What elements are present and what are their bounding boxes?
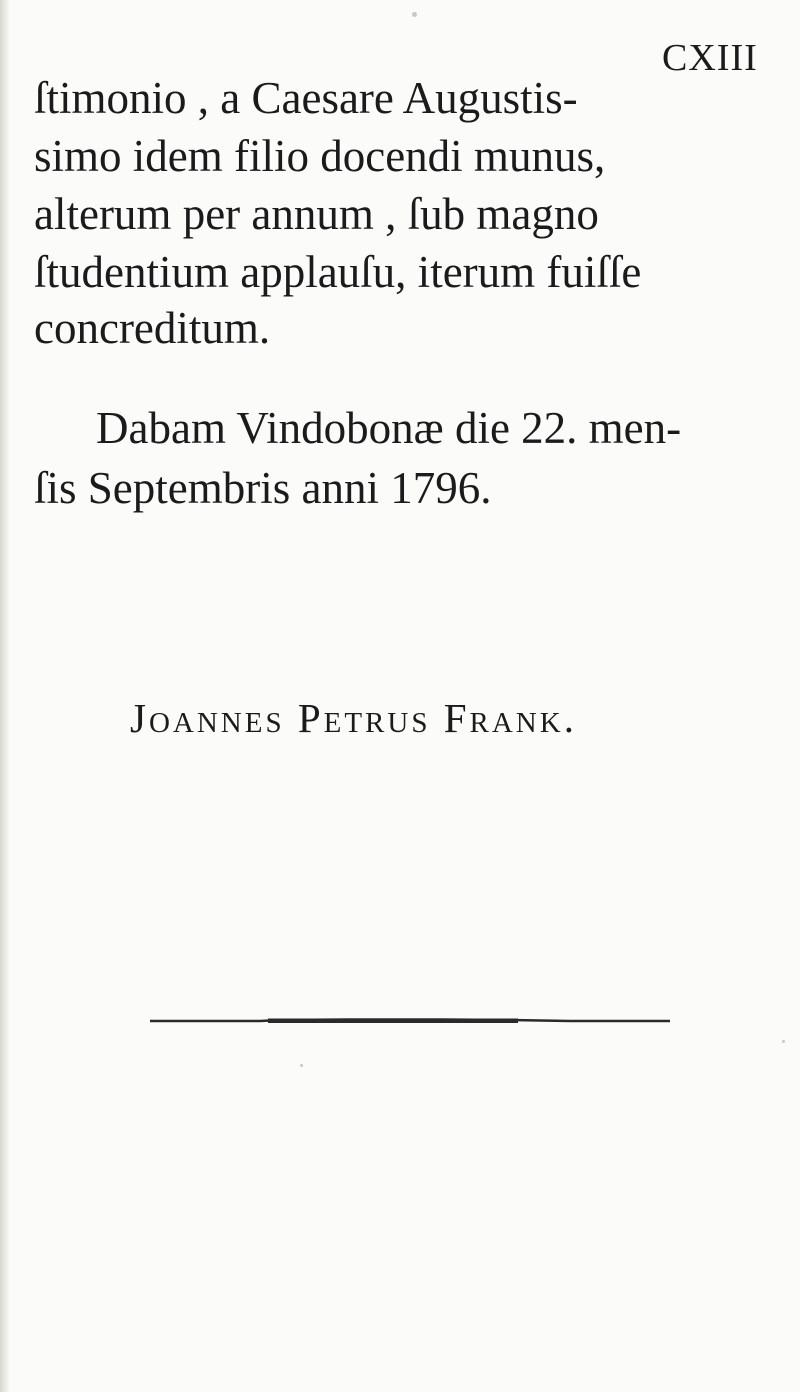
body-line-5: concreditum. — [34, 303, 271, 353]
paper-speck — [412, 12, 417, 17]
page-binding-edge — [0, 0, 10, 1392]
page-number: CXIII — [662, 37, 758, 79]
date-line-2: ſis Septembris anni 1796. — [34, 463, 492, 513]
author-signature: Joannes Petrus Frank. — [130, 695, 577, 741]
body-line-3: alterum per annum , ſub magno — [34, 189, 599, 239]
body-line-2: simo idem filio docendi munus, — [34, 131, 606, 181]
paper-speck — [782, 1040, 785, 1043]
date-line-1: Dabam Vindobonæ die 22. men- — [96, 403, 682, 453]
paper-speck — [300, 1064, 303, 1067]
closing-rule — [150, 1018, 670, 1024]
body-line-4: ſtudentium applauſu, iterum fuiſſe — [34, 247, 642, 297]
body-line-1: ſtimonio , a Caesare Augustis- — [34, 73, 578, 123]
